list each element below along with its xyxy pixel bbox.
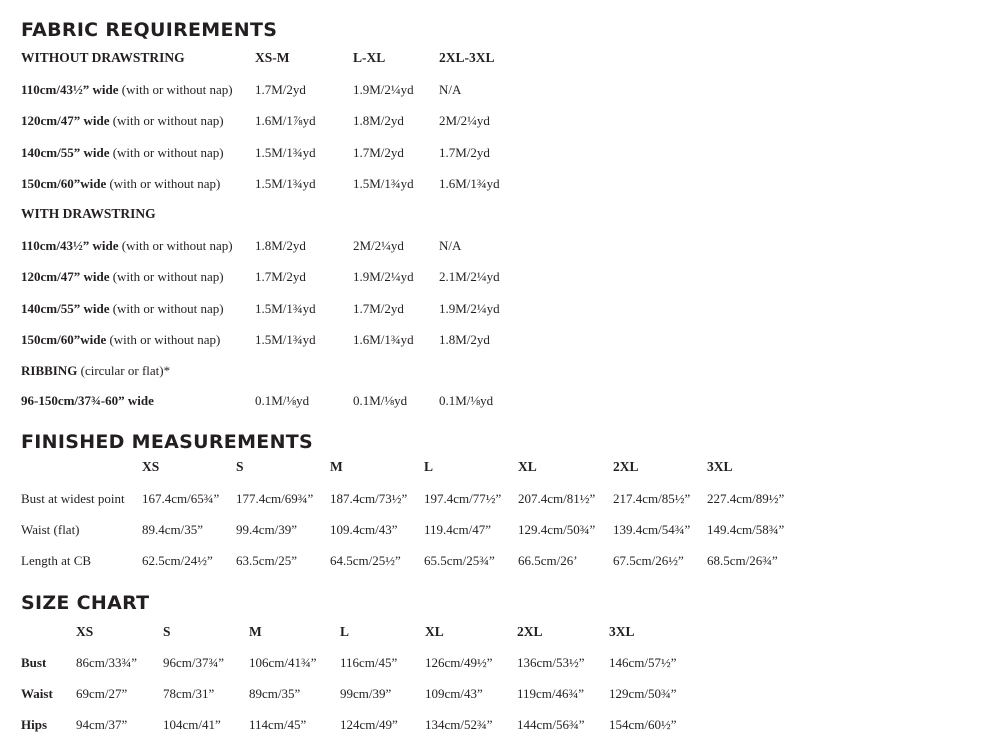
ribbing-yardage-cell: 0.1M/⅛yd	[353, 393, 408, 408]
fabric-yardage-cell: 1.7M/2yd	[353, 144, 404, 160]
fabric-row-label	[21, 302, 224, 315]
size-chart-row-label: Waist	[21, 686, 53, 701]
finished-measure-cell: 67.5cm/26½”	[613, 553, 684, 568]
fabric-width: 140cm/55” wide	[21, 300, 110, 316]
fabric-yardage-cell: 2M/2¼yd	[439, 113, 490, 129]
size-chart-cell: 106cm/41¾”	[249, 655, 317, 670]
size-chart-cell: 69cm/27”	[76, 686, 128, 701]
size-chart-cell: 94cm/37”	[76, 717, 128, 732]
size-chart-header: M	[249, 624, 262, 639]
finished-measure-cell: 227.4cm/89½”	[707, 491, 785, 506]
finished-size-header: M	[330, 459, 343, 474]
ribbing-label	[21, 364, 170, 377]
size-chart-cell: 146cm/57½”	[609, 655, 677, 670]
finished-measure-cell: 207.4cm/81½”	[518, 491, 596, 506]
fabric-yardage-cell: 1.8M/2yd	[353, 113, 404, 129]
fabric-yardage-cell: 1.6M/1¾yd	[439, 175, 500, 191]
fabric-yardage-cell: 1.7M/2yd	[439, 144, 490, 160]
size-chart-cell: 86cm/33¾”	[76, 655, 138, 670]
size-chart-cell: 104cm/41”	[163, 717, 221, 732]
size-chart-header: 3XL	[609, 624, 635, 639]
fabric-yardage-cell: 1.7M/2yd	[255, 269, 306, 285]
group-label-without-drawstring: WITHOUT DRAWSTRING	[21, 50, 185, 65]
nap-note: (with or without nap)	[121, 82, 233, 97]
size-chart-header: 2XL	[517, 624, 543, 639]
size-chart-cell: 109cm/43”	[425, 686, 483, 701]
finished-measure-cell: 99.4cm/39”	[236, 522, 298, 537]
fabric-yardage-cell: 1.9M/2¼yd	[439, 300, 500, 316]
size-chart-header: XS	[76, 624, 94, 639]
size-chart-cell: 119cm/46¾”	[517, 686, 585, 701]
finished-measure-cell: 217.4cm/85½”	[613, 491, 691, 506]
fabric-yardage-cell: 1.8M/2yd	[255, 238, 306, 253]
finished-measure-cell: 64.5cm/25½”	[330, 553, 401, 568]
size-chart-cell: 144cm/56¾”	[517, 717, 585, 732]
fabric-yardage-cell: 1.5M/1¾yd	[255, 175, 316, 191]
fabric-yardage-cell: 1.6M/1¾yd	[353, 331, 414, 347]
fabric-yardage-cell: 1.9M/2¼yd	[353, 269, 414, 285]
size-chart-cell: 114cm/45”	[249, 717, 307, 732]
fabric-width: 150cm/60”wide	[21, 331, 107, 347]
fabric-yardage-cell: 1.5M/1¾yd	[255, 300, 316, 316]
ribbing-yardage-cell: 0.1M/⅛yd	[255, 393, 310, 408]
fabric-yardage-cell: 1.5M/1¾yd	[353, 175, 414, 191]
finished-measure-cell: 89.4cm/35”	[142, 522, 204, 537]
finished-measure-cell: 119.4cm/47”	[424, 522, 492, 537]
fabric-yardage-cell: 2M/2¼yd	[353, 238, 404, 253]
finished-measurements-title: FINISHED MEASUREMENTS	[21, 431, 314, 453]
size-chart-cell: 99cm/39”	[340, 686, 392, 701]
fabric-width: 110cm/43½” wide	[21, 82, 119, 97]
fabric-width: 140cm/55” wide	[21, 144, 110, 160]
fabric-col-header: XS-M	[255, 50, 290, 65]
size-chart-row-label: Hips	[21, 717, 48, 732]
fabric-row-label	[21, 114, 224, 127]
finished-row-label: Length at CB	[21, 553, 92, 568]
size-chart-cell: 124cm/49”	[340, 717, 398, 732]
fabric-yardage-cell: 2.1M/2¼yd	[439, 269, 500, 285]
finished-row-label: Waist (flat)	[21, 522, 80, 537]
size-chart-title: SIZE CHART	[21, 592, 150, 614]
finished-measure-cell: 139.4cm/54¾”	[613, 522, 691, 537]
nap-note: (with or without nap)	[112, 269, 224, 285]
finished-measure-cell: 177.4cm/69¾”	[236, 491, 314, 506]
fabric-row-label	[21, 333, 220, 346]
finished-measure-cell: 66.5cm/26’	[518, 553, 578, 568]
finished-measure-cell: 167.4cm/65¾”	[142, 491, 220, 506]
finished-measure-cell: 63.5cm/25”	[236, 553, 298, 568]
finished-size-header: XL	[518, 459, 537, 474]
fabric-yardage-cell: 1.5M/1¾yd	[255, 331, 316, 347]
fabric-yardage-cell: 1.7M/2yd	[353, 300, 404, 316]
fabric-row-label	[21, 146, 224, 159]
group-label-with-drawstring: WITH DRAWSTRING	[21, 206, 156, 221]
fabric-yardage-cell: 1.5M/1¾yd	[255, 144, 316, 160]
size-chart-cell: 126cm/49½”	[425, 655, 493, 670]
fabric-yardage-cell: N/A	[439, 82, 462, 97]
nap-note: (with or without nap)	[112, 144, 224, 160]
size-chart-cell: 136cm/53½”	[517, 655, 585, 670]
finished-size-header: 3XL	[707, 459, 733, 474]
ribbing-title: RIBBING	[21, 363, 78, 378]
size-chart-row-label: Bust	[21, 655, 47, 670]
ribbing-width: 96-150cm/37¾-60” wide	[21, 393, 154, 408]
nap-note: (with or without nap)	[112, 300, 224, 316]
fabric-col-header: 2XL-3XL	[439, 50, 495, 65]
size-chart-cell: 116cm/45”	[340, 655, 398, 670]
finished-measure-cell: 62.5cm/24½”	[142, 553, 213, 568]
size-chart-cell: 89cm/35”	[249, 686, 301, 701]
fabric-yardage-cell: 1.6M/1⅞yd	[255, 113, 316, 129]
size-chart-header: XL	[425, 624, 444, 639]
fabric-row-label	[21, 177, 220, 190]
finished-size-header: 2XL	[613, 459, 639, 474]
finished-measure-cell: 65.5cm/25¾”	[424, 553, 495, 568]
nap-note: (with or without nap)	[112, 113, 224, 129]
size-chart-cell: 154cm/60½”	[609, 717, 677, 732]
nap-note: (with or without nap)	[109, 175, 221, 191]
size-chart-header: L	[340, 624, 350, 639]
size-chart-header: S	[163, 624, 171, 639]
finished-measure-cell: 109.4cm/43”	[330, 522, 398, 537]
nap-note: (with or without nap)	[109, 331, 221, 347]
finished-size-header: S	[236, 459, 244, 474]
fabric-yardage-cell: 1.7M/2yd	[255, 82, 306, 97]
size-chart-cell: 78cm/31”	[163, 686, 215, 701]
finished-measure-cell: 129.4cm/50¾”	[518, 522, 596, 537]
finished-row-label: Bust at widest point	[21, 491, 125, 506]
ribbing-yardage-cell: 0.1M/⅛yd	[439, 393, 494, 408]
fabric-width: 120cm/47” wide	[21, 269, 110, 285]
finished-size-header: L	[424, 459, 434, 474]
fabric-col-header: L-XL	[353, 50, 386, 65]
finished-size-header: XS	[142, 459, 160, 474]
fabric-requirements-title: FABRIC REQUIREMENTS	[21, 19, 278, 41]
fabric-yardage-cell: 1.8M/2yd	[439, 331, 490, 347]
size-chart-cell: 96cm/37¾”	[163, 655, 225, 670]
finished-measure-cell: 149.4cm/58¾”	[707, 522, 785, 537]
ribbing-note: (circular or flat)*	[80, 363, 171, 378]
nap-note: (with or without nap)	[121, 238, 233, 253]
fabric-row-label	[21, 239, 233, 252]
finished-measure-cell: 187.4cm/73½”	[330, 491, 408, 506]
fabric-row-label	[21, 83, 233, 96]
fabric-yardage-cell: 1.9M/2¼yd	[353, 82, 414, 97]
fabric-width: 110cm/43½” wide	[21, 238, 119, 253]
fabric-row-label	[21, 270, 224, 283]
fabric-yardage-cell: N/A	[439, 238, 462, 253]
fabric-width: 150cm/60”wide	[21, 175, 107, 191]
size-chart-cell: 134cm/52¾”	[425, 717, 493, 732]
finished-measure-cell: 68.5cm/26¾”	[707, 553, 778, 568]
size-chart-cell: 129cm/50¾”	[609, 686, 677, 701]
finished-measure-cell: 197.4cm/77½”	[424, 491, 502, 506]
fabric-width: 120cm/47” wide	[21, 113, 110, 129]
